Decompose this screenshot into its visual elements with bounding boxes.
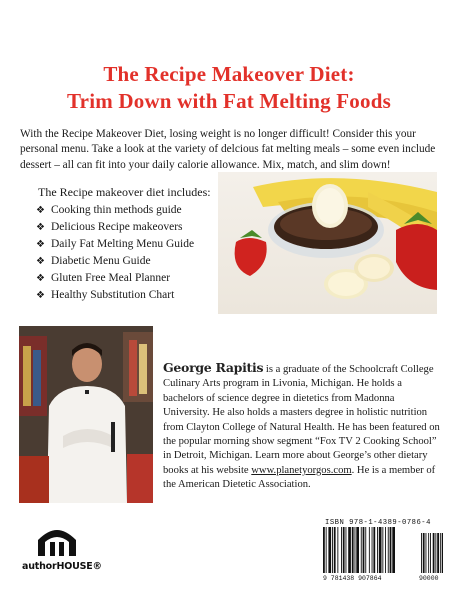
- list-item: ❖ Daily Fat Melting Menu Guide: [36, 238, 195, 250]
- barcode-digits: [323, 575, 443, 582]
- barcode-bar: [379, 527, 382, 573]
- barcode-addon-bar: [440, 533, 441, 573]
- barcode-addon-digits: 90000: [419, 575, 439, 582]
- bio-text: is a graduate of the Schoolcraft College Culinary Arts program in Livonia, Michigan. He holds a bachelors of science degree in dietetics from Madonna University. He also holds a masters degree in holistic nutrition from Clayton College of Natural Health. He has been featured on the popular morning show segment “Fox TV 2 Cooking School” in Detroit, Michigan. Learn more about George’s other dietary books at his website: [163, 364, 440, 476]
- isbn-label: ISBN 978-1-4389-0786-4: [325, 519, 431, 527]
- fruit-dessert-illustration: [218, 172, 437, 314]
- authorhouse-logo-icon: [36, 528, 78, 558]
- barcode-bar: [356, 527, 359, 573]
- barcode-bar: [341, 527, 342, 573]
- title-line-1: The Recipe Makeover Diet:: [103, 62, 355, 86]
- barcode-addon-bar: [430, 533, 431, 573]
- author-website-link[interactable]: www.planetyorgos.com: [251, 464, 352, 476]
- barcode-bar: [343, 527, 345, 573]
- authorhouse-logo-text: authorHOUSE®: [22, 561, 102, 572]
- barcode-bar: [346, 527, 347, 573]
- barcode-addon-bar: [433, 533, 435, 573]
- barcode-bar: [365, 527, 366, 573]
- barcode-addon-bar: [442, 533, 443, 573]
- barcode-addon-bar: [437, 533, 439, 573]
- bullet-icon: ❖: [36, 205, 45, 216]
- includes-list: [36, 202, 194, 304]
- barcode-bar: [332, 527, 333, 573]
- chef-portrait-illustration: [19, 326, 153, 503]
- bullet-icon: ❖: [36, 273, 45, 284]
- barcode-bar: [363, 527, 365, 573]
- barcode-addon-bar: [435, 533, 436, 573]
- barcode-bar: [328, 527, 331, 573]
- bio-text-end: . He is a member of the American Dietetic Association.: [163, 464, 436, 491]
- author-bio: [163, 361, 443, 493]
- barcode-bar: [352, 527, 354, 573]
- author-photo: [19, 326, 153, 503]
- list-item: ❖ Delicious Recipe makeovers: [36, 221, 183, 233]
- list-item: ❖ Gluten Free Meal Planner: [36, 272, 171, 284]
- title-line-2: Trim Down with Fat Melting Foods: [67, 89, 391, 113]
- barcode-bar: [382, 527, 383, 573]
- barcode-bar: [334, 527, 336, 573]
- barcode-bar: [385, 527, 386, 573]
- bullet-icon: ❖: [36, 290, 45, 301]
- list-item: ❖ Diabetic Menu Guide: [36, 255, 151, 267]
- barcode-bar: [372, 527, 373, 573]
- barcode-image: [323, 527, 443, 579]
- barcode-bar: [323, 527, 325, 573]
- bullet-icon: ❖: [36, 256, 45, 267]
- barcode-bar: [373, 527, 375, 573]
- food-photo: [218, 172, 437, 314]
- barcode-bar: [392, 527, 395, 573]
- barcode-bar: [337, 527, 338, 573]
- includes-heading: The Recipe makeover diet includes:: [38, 185, 211, 199]
- barcode-bar: [369, 527, 370, 573]
- list-item: ❖ Cooking thin methods guide: [36, 204, 182, 216]
- barcode-addon-bar: [423, 533, 425, 573]
- barcode-bar: [377, 527, 378, 573]
- bullet-icon: ❖: [36, 222, 45, 233]
- barcode-addon-bar: [421, 533, 422, 573]
- list-item: ❖ Healthy Substitution Chart: [36, 289, 175, 301]
- bullet-icon: ❖: [36, 239, 45, 250]
- barcode-bar: [390, 527, 392, 573]
- barcode-main-digits: 9 781438 907864: [323, 575, 382, 582]
- author-name: George Rapitis: [163, 360, 264, 375]
- barcode-addon-bar: [426, 533, 427, 573]
- barcode-bar: [348, 527, 351, 573]
- barcode-bar: [355, 527, 356, 573]
- barcode-bar: [326, 527, 327, 573]
- barcode-bar: [361, 527, 362, 573]
- intro-paragraph: With the Recipe Makeover Diet, losing weight is no longer difficult! Consider this your personal menu. Take a look at the variety of delcious fat melting meals – some even include dessert – all can fit into your daily calorie allowance. Mix, match, and slim down!: [20, 128, 436, 171]
- barcode-addon-bar: [428, 533, 429, 573]
- barcode-bar: [388, 527, 389, 573]
